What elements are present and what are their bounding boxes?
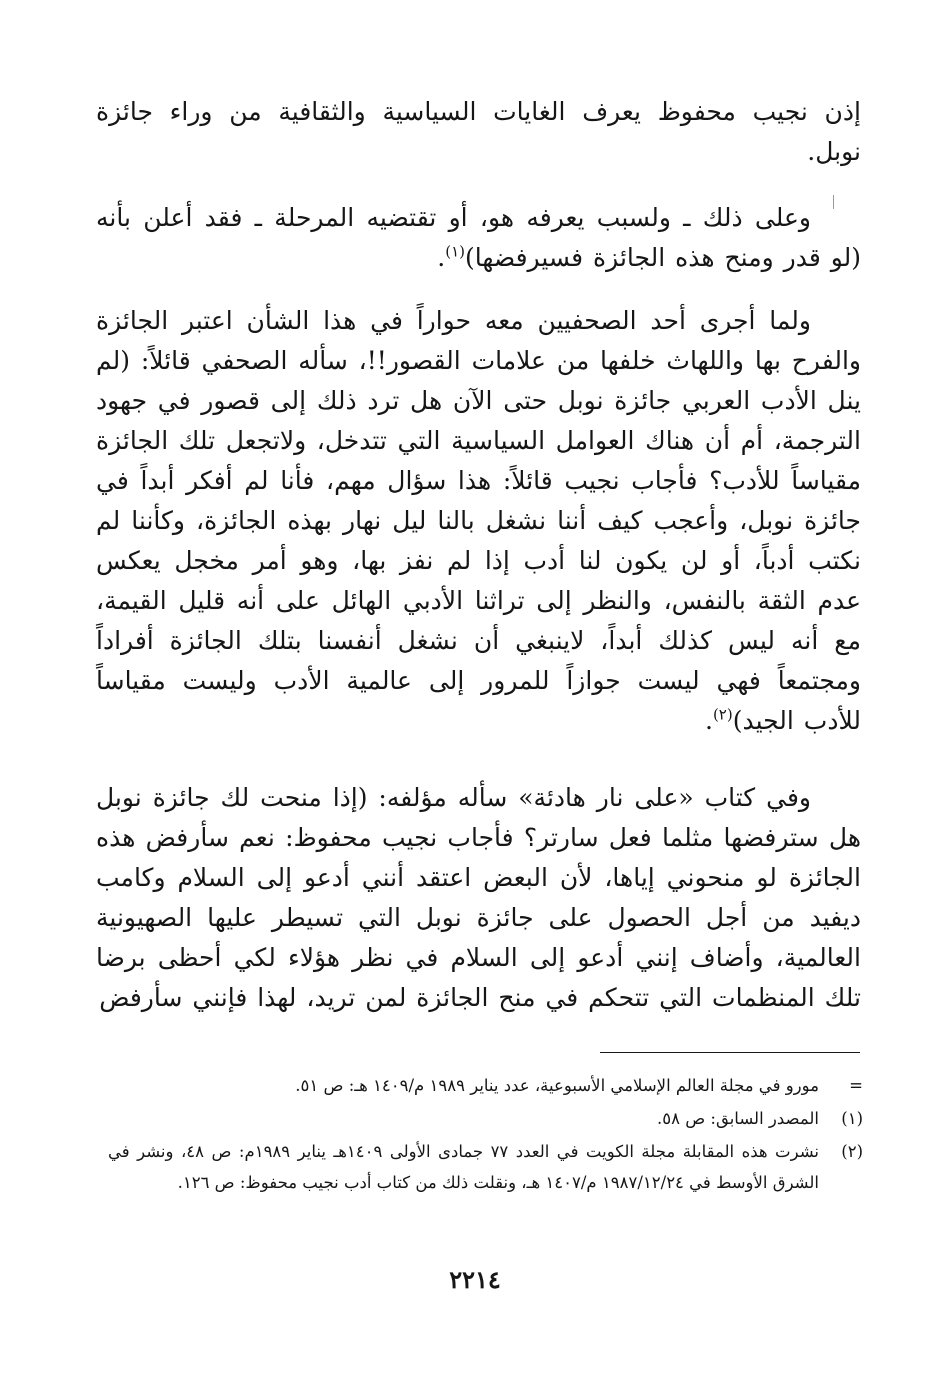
footnote-mark: = bbox=[849, 1076, 863, 1095]
paragraph-2-text: وعلى ذلك ـ ولسبب يعرفه هو، أو تقتضيه المرحلة ـ فقد أعلن بأنه (لو قدر ومنح هذه الجائزة فسيرفضها) bbox=[96, 203, 861, 272]
footnote-divider bbox=[600, 1052, 860, 1053]
page-number: ٢٢١٤ bbox=[449, 1265, 501, 1294]
footnote-mark: (٢) bbox=[841, 1142, 863, 1161]
paragraph-2-end: . bbox=[437, 243, 446, 272]
paragraph-3 bbox=[96, 301, 861, 741]
paragraph-4-text: وفي كتاب «على نار هادئة» سأله مؤلفه: (إذا منحت لك جائزة نوبل هل سترفضها مثلما فعل سارتر؟ فأجاب نجيب محفوظ: نعم سأرفض هذه الجائزة لو منحوني إياها، لأن البعض اعتقد أنني أدعو إلى السلام وكامب ديفيد من أجل الحصول على جائزة نوبل التي تسيطر عليها الصهيونية العالمية، وأضاف إنني أدعو إلى السلام في نظر هؤلاء لكي أحظى برضا تلك المنظمات التي تتحكم في منح الجائزة لمن تريد، لهذا فإنني سأرفض bbox=[96, 783, 861, 1012]
footnote-ref-1: (١) bbox=[445, 242, 465, 261]
paragraph-3-end: . bbox=[704, 706, 713, 735]
footnote-text: مورو في مجلة العالم الإسلامي الأسبوعية، عدد يناير ١٩٨٩ م/١٤٠٩ هـ: ص ٥١. bbox=[295, 1076, 819, 1095]
footnote-continued bbox=[108, 1070, 863, 1101]
footnotes bbox=[108, 1070, 863, 1200]
paragraph-2 bbox=[96, 198, 861, 278]
paragraph-3-text: ولما أجرى أحد الصحفيين معه حواراً في هذا الشأن اعتبر الجائزة والفرح بها واللهاث خلفها من علامات القصور!!، سأله الصحفي قائلاً: (لم ينل الأدب العربي جائزة نوبل حتى الآن هل ترد ذلك إلى قصور في جهود الترجمة، أم أن هناك العوامل السياسية التي تتدخل، ولاتجعل تلك الجائزة مقياساً للأدب؟ فأجاب نجيب قائلاً: هذا سؤال مهم، فأنا لم أفكر أبداً في جائزة نوبل، وأعجب كيف أننا نشغل بالنا ليل نهار بهذه الجائزة، وكأننا لم نكتب أدباً، أو لن يكون لنا أدب إذا لم نفز بها، وهو أمر مخجل يعكس عدم الثقة بالنفس، والنظر إلى تراثنا الأدبي الهائل على أنه قليل القيمة، مع أنه ليس كذلك أبداً، لاينبغي أن نشغل أنفسنا بتلك الجائزة أفراداً ومجتمعاً فهي ليست جوازاً للمرور إلى عالمية الأدب وليست مقياساً للأدب الجيد) bbox=[96, 306, 861, 735]
paragraph-1 bbox=[96, 92, 861, 172]
footnote-ref-2: (٢) bbox=[712, 705, 733, 724]
paragraph-4 bbox=[96, 778, 861, 1018]
footnote-1 bbox=[108, 1103, 863, 1134]
footnote-mark: (١) bbox=[841, 1109, 863, 1128]
footnote-2 bbox=[108, 1136, 863, 1198]
footnote-text: المصدر السابق: ص ٥٨. bbox=[656, 1109, 819, 1128]
footnote-text: نشرت هذه المقابلة مجلة الكويت في العدد ٧٧ جمادى الأولى ١٤٠٩هـ يناير ١٩٨٩م: ص ٤٨، ونشر في الشرق الأوسط في ١٩٨٧/١٢/٢٤ م/١٤٠٧ هـ، ونقلت ذلك من كتاب أدب نجيب محفوظ: ص ١٢٦. bbox=[108, 1142, 820, 1192]
paragraph-1-text: إذن نجيب محفوظ يعرف الغايات السياسية والثقافية من وراء جائزة نوبل. bbox=[96, 97, 861, 166]
